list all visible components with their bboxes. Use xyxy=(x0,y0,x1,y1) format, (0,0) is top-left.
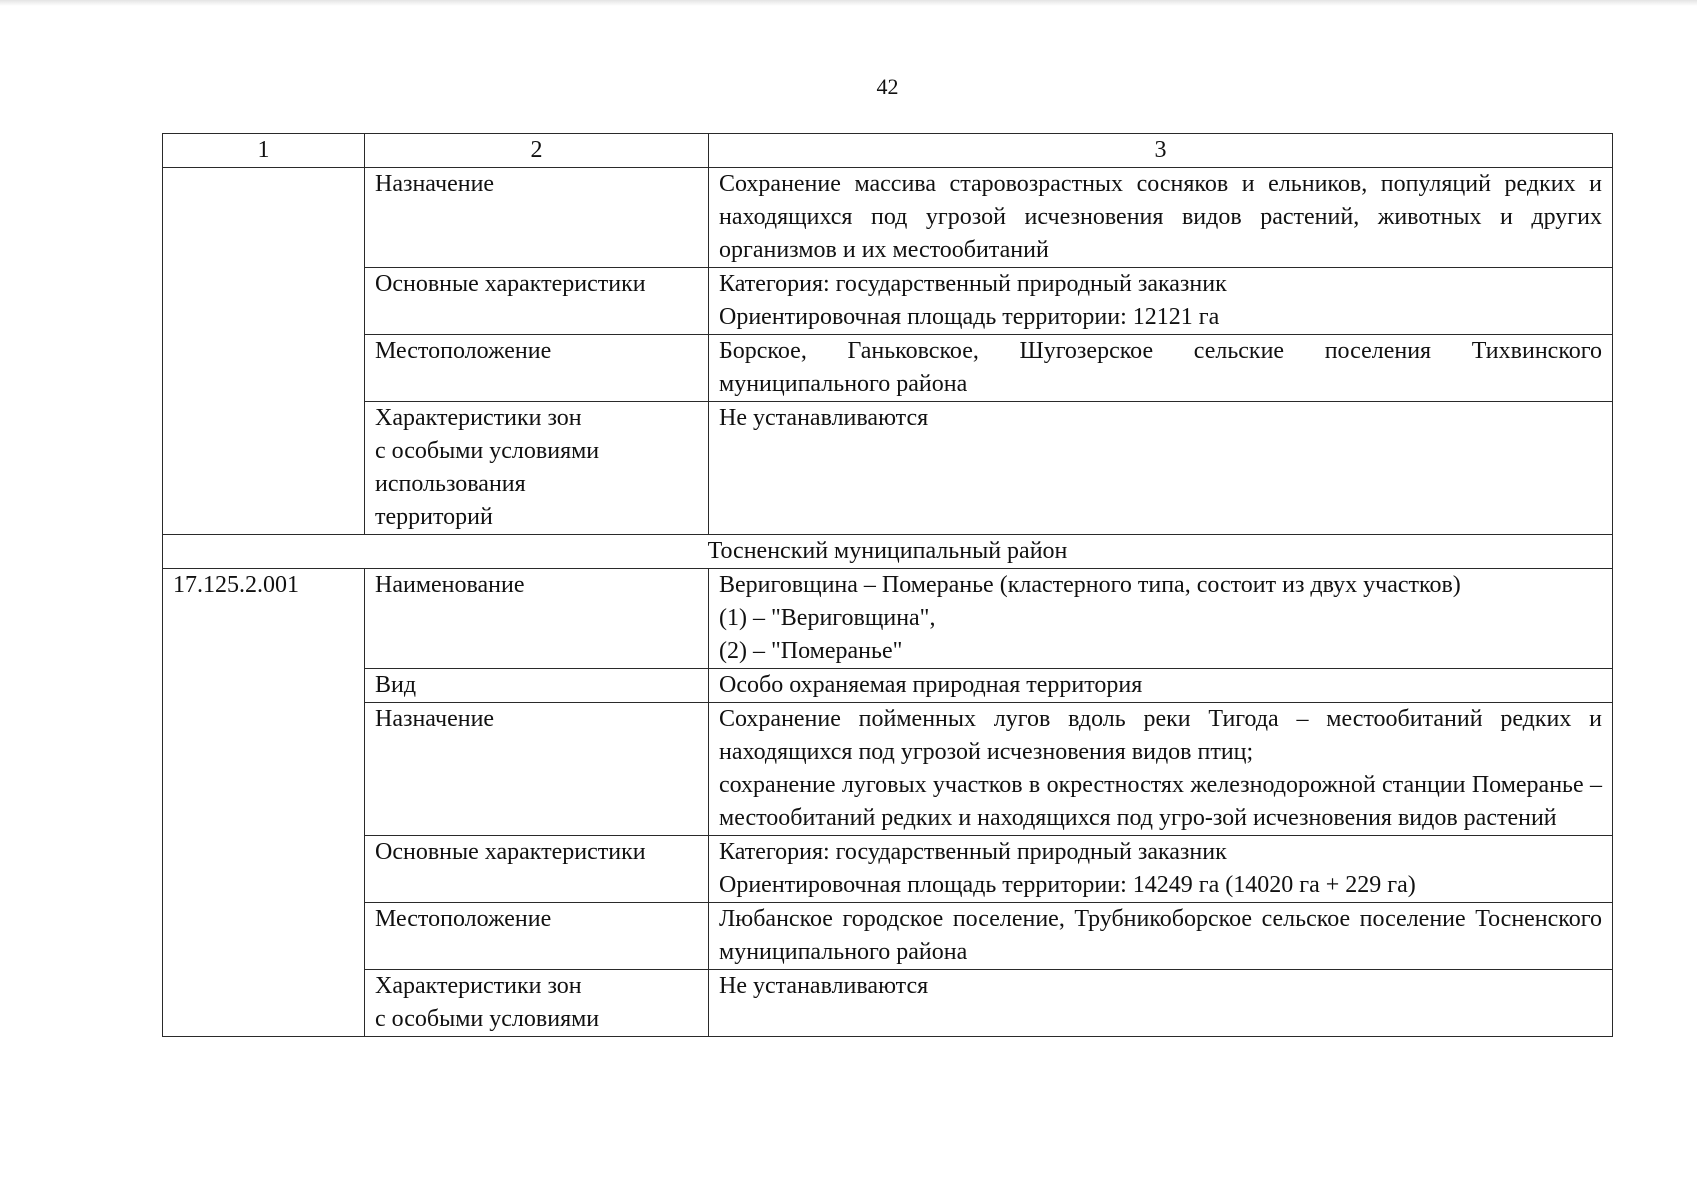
label-line: Характеристики зон xyxy=(375,973,582,999)
row-label: Местоположение xyxy=(365,335,709,402)
table-header-row xyxy=(163,134,1613,168)
value-text: Сохранение пойменных лугов вдоль реки Тигода – местообитаний редких и находящихся под угрозой исчезновения видов птиц; xyxy=(719,706,1602,765)
row-value xyxy=(709,836,1613,903)
table-row xyxy=(163,335,1613,402)
table-row xyxy=(163,703,1613,836)
value-line: Ориентировочная площадь территории: 12121 га xyxy=(719,304,1220,330)
table-row xyxy=(163,569,1613,669)
row-value xyxy=(709,703,1613,836)
row-value: Сохранение массива старовозрастных сосняков и ельников, популяций редких и находящихся под угрозой исчезновения видов растений, животных и других организмов и их местообитаний xyxy=(709,168,1613,268)
row-label: Вид xyxy=(365,669,709,703)
table-row xyxy=(163,669,1613,703)
table-row xyxy=(163,903,1613,970)
row-label: Назначение xyxy=(365,703,709,836)
object-code: 17.125.2.001 xyxy=(163,569,365,1037)
row-label: Основные характеристики xyxy=(365,268,709,335)
row-value: Особо охраняемая природная территория xyxy=(709,669,1613,703)
row-value: Не устанавливаются xyxy=(709,970,1613,1037)
row-label: Наименование xyxy=(365,569,709,669)
row-value: Любанское городское поселение, Трубникоборское сельское поселение Тосненского муниципального района xyxy=(709,903,1613,970)
label-line: с особыми условиями xyxy=(375,438,600,464)
row-label: Местоположение xyxy=(365,903,709,970)
value-line: Ориентировочная площадь территории: 14249 га (14020 га + 229 га) xyxy=(719,872,1416,898)
table-row xyxy=(163,402,1613,535)
row-label: Основные характеристики xyxy=(365,836,709,903)
page-top-edge xyxy=(0,0,1697,6)
row-value xyxy=(709,569,1613,669)
label-line: с особыми условиями xyxy=(375,1006,600,1032)
table-row xyxy=(163,970,1613,1037)
table-row xyxy=(163,268,1613,335)
row-label: Назначение xyxy=(365,168,709,268)
row-value: Борское, Ганьковское, Шугозерское сельские поселения Тихвинского муниципального района xyxy=(709,335,1613,402)
data-table xyxy=(162,133,1613,1037)
label-line: использования xyxy=(375,471,526,497)
label-line: Характеристики зон xyxy=(375,405,582,431)
table-row xyxy=(163,836,1613,903)
header-col-3: 3 xyxy=(709,134,1613,168)
row-label xyxy=(365,970,709,1037)
district-title: Тосненский муниципальный район xyxy=(163,535,1613,569)
row-value xyxy=(709,268,1613,335)
district-row xyxy=(163,535,1613,569)
table-row xyxy=(163,168,1613,268)
header-col-2: 2 xyxy=(365,134,709,168)
row-label xyxy=(365,402,709,535)
value-text: Вериговщина – Померанье (кластерного типа, состоит из двух участков) xyxy=(719,572,1461,598)
value-line: (2) – "Померанье" xyxy=(719,638,903,664)
row-value: Не устанавливаются xyxy=(709,402,1613,535)
value-line: (1) – "Вериговщина", xyxy=(719,605,936,631)
page-number: 42 xyxy=(876,74,899,99)
value-text: сохранение луговых участков в окрестностях железнодорожной станции Померанье – местообитаний редких и находящихся под угро-зой исчезновения видов растений xyxy=(719,772,1602,831)
code-cell-empty xyxy=(163,168,365,535)
label-line: территорий xyxy=(375,504,493,530)
value-line: Категория: государственный природный заказник xyxy=(719,839,1227,865)
header-col-1: 1 xyxy=(163,134,365,168)
value-line: Категория: государственный природный заказник xyxy=(719,271,1227,297)
